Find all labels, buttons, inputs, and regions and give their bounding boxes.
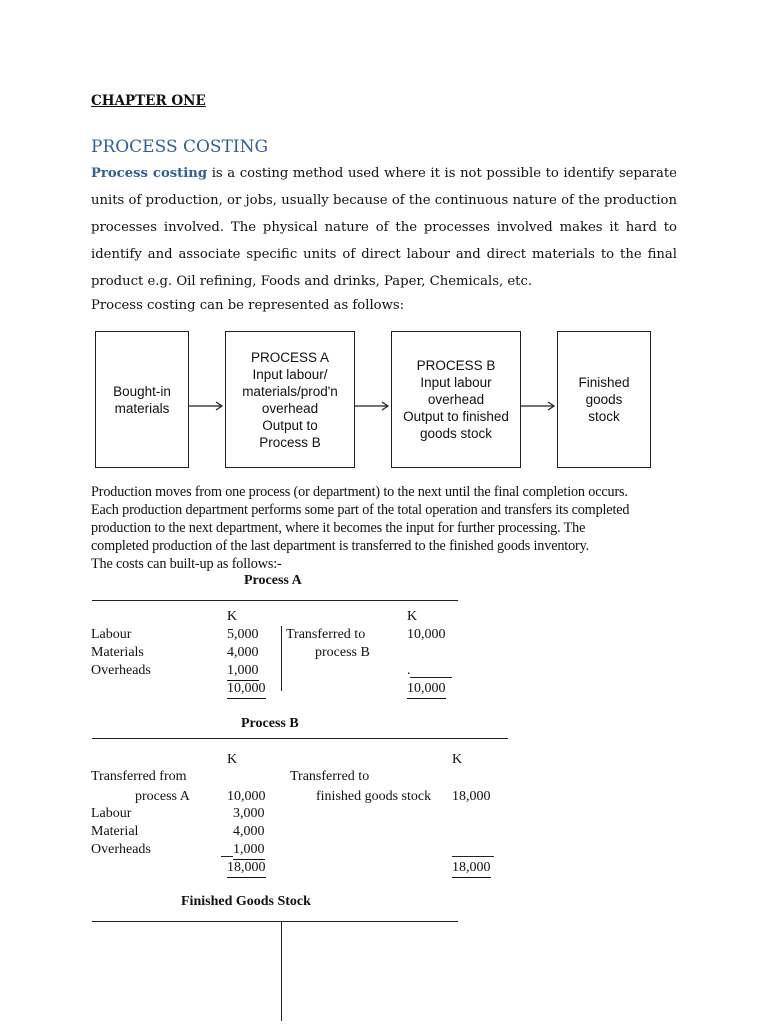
section-title: PROCESS COSTING (91, 137, 269, 157)
process-b-credit-underline (452, 856, 494, 857)
intro-text: is a costing method used where it is not possible to identify separate units of production, or jobs, usually because of the continuous nature of the production processes involved. The physical nature of the processes involved makes it hard to identify and associate specific units of direct labour and direct materials to the final product e.g. Oil refining, Foods and drinks, Paper, Chemicals, etc. (91, 166, 677, 289)
process-a-credit-total: 10,000 (407, 680, 446, 699)
chapter-heading: CHAPTER ONE (91, 93, 206, 109)
process-b-debit-total: 18,000 (227, 859, 266, 878)
process-a-title: Process A (244, 573, 302, 588)
account-amount: 5,000 (227, 627, 259, 642)
account-label: Labour (91, 627, 132, 642)
process-b-top-rule (92, 738, 508, 739)
account-label: Material (91, 824, 139, 839)
process-b-credit-label: Transferred to (290, 769, 370, 784)
process-b-credit-total: 18,000 (452, 859, 491, 878)
account-label: Transferred from (91, 769, 187, 784)
account-label: Overheads (91, 663, 151, 678)
process-a-credit-label: Transferred to (286, 627, 366, 642)
process-a-top-rule (92, 600, 458, 601)
finished-goods-stock-box: Finished goods stock (557, 331, 651, 468)
finished-goods-title: Finished Goods Stock (181, 894, 311, 909)
account-label: Labour (91, 806, 132, 821)
finished-goods-top-rule (92, 921, 458, 922)
highlighted-term: Process costing (91, 166, 208, 181)
description-line: completed production of the last department is transferred to the finished goods inventory. (91, 538, 590, 554)
account-label-cont: process A (135, 789, 190, 804)
process-a-credit-label-cont: process B (315, 645, 370, 660)
process-a-divider (281, 626, 282, 691)
process-a-credit-blank: . (407, 663, 411, 678)
process-a-credit-blank-line (410, 677, 452, 678)
description-line: production to the next department, where it becomes the input for further processing. The (91, 520, 586, 536)
description-line: Production moves from one process (or department) to the next until the final completion occurs. (91, 484, 628, 500)
process-b-credit-label-cont: finished goods stock (316, 789, 432, 804)
account-amount: 3,000 (233, 806, 265, 821)
account-amount: 1,000 (227, 662, 259, 681)
process-a-credit-amount: 10,000 (407, 627, 446, 642)
account-amount: 1,000 (233, 841, 265, 860)
process-a-debit-currency: K (227, 609, 238, 624)
process-b-title: Process B (241, 716, 299, 731)
account-amount: 10,000 (227, 789, 266, 804)
account-label: Overheads (91, 842, 151, 857)
process-a-box: PROCESS A Input labour/ materials/prod'n overhead Output to Process B (225, 331, 355, 468)
account-amount: 4,000 (227, 645, 259, 660)
process-a-debit-total: 10,000 (227, 680, 266, 699)
process-b-debit-currency: K (227, 752, 238, 767)
process-b-credit-amount: 18,000 (452, 789, 491, 804)
representation-intro: Process costing can be represented as follows: (91, 298, 405, 313)
finished-goods-divider (281, 921, 282, 1021)
account-label: Materials (91, 645, 144, 660)
description-line: The costs can built-up as follows:- (91, 556, 282, 572)
description-paragraph (91, 483, 681, 573)
process-b-debit-underline-ext (221, 856, 233, 857)
process-b-credit-currency: K (452, 752, 463, 767)
account-amount: 4,000 (233, 824, 265, 839)
process-b-box: PROCESS B Input labour overhead Output to finished goods stock (391, 331, 521, 468)
process-a-credit-currency: K (407, 609, 418, 624)
bought-in-materials-box: Bought-in materials (95, 331, 189, 468)
description-line: Each production department performs some part of the total operation and transfers its completed (91, 502, 630, 518)
